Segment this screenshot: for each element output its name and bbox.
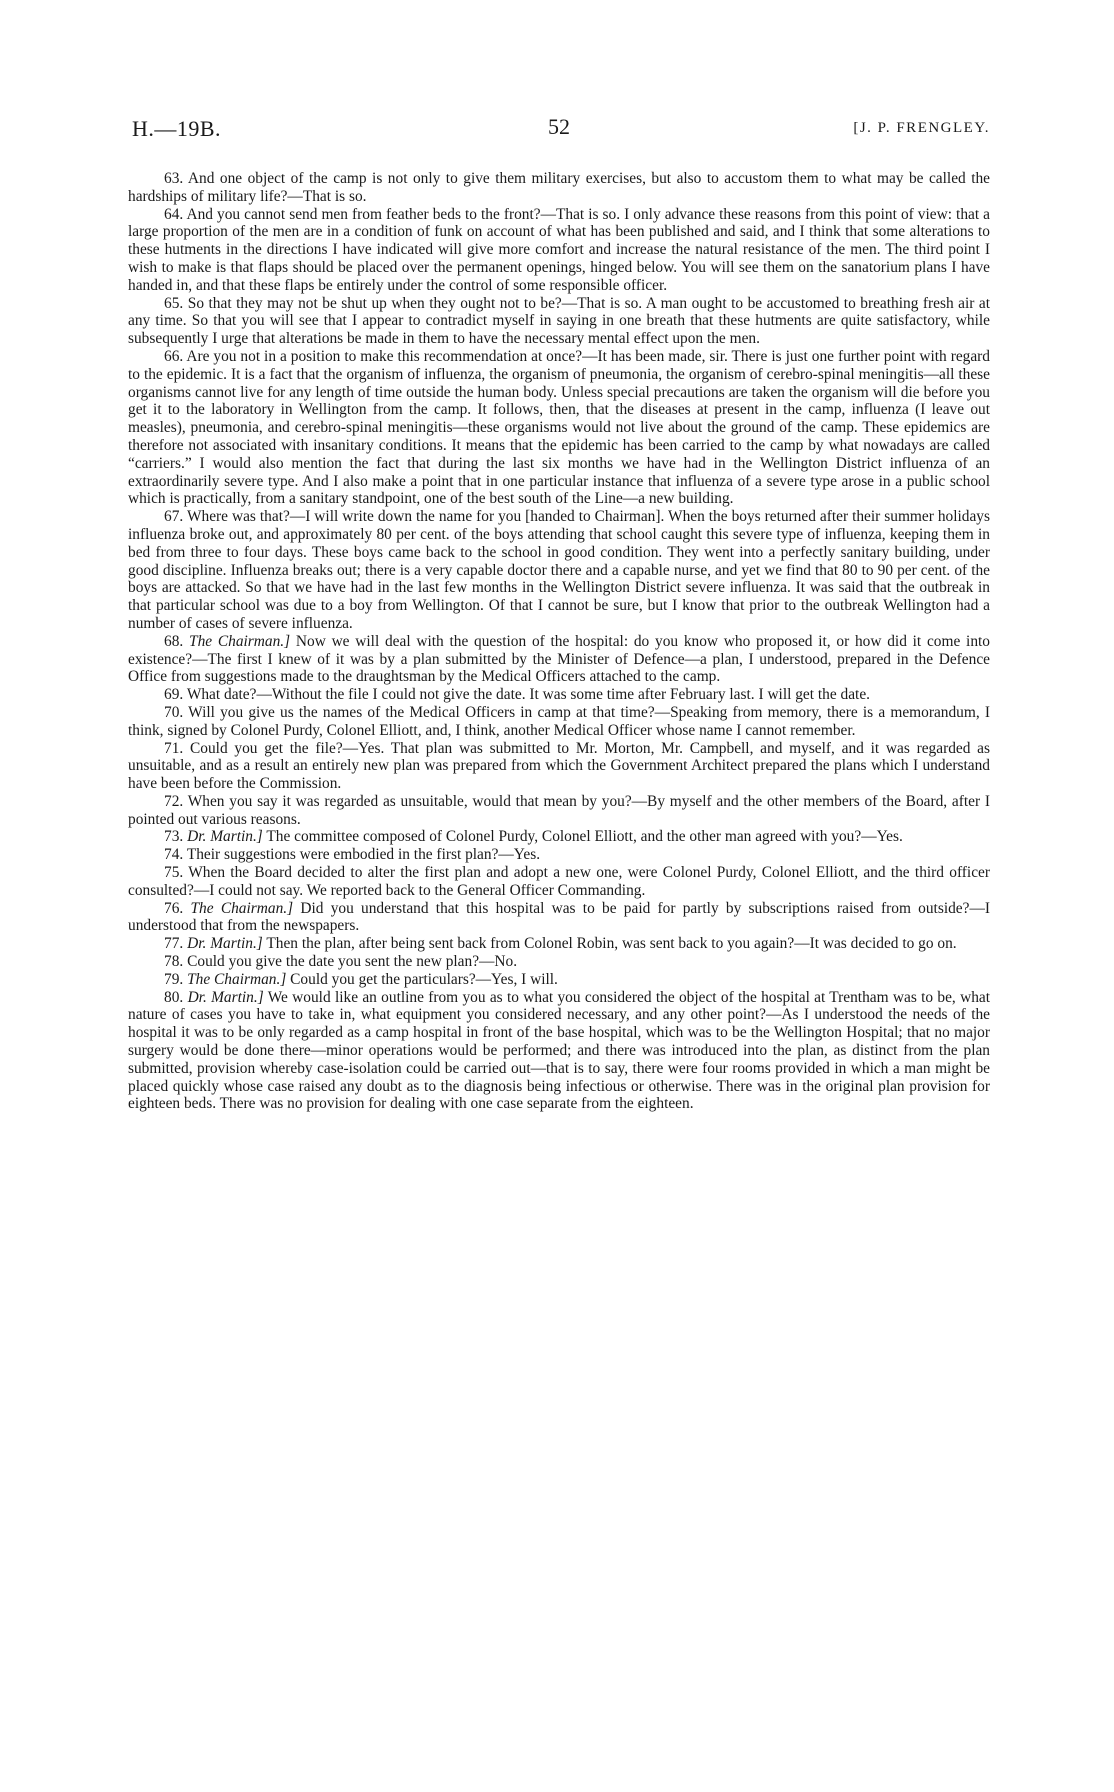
question-number: 78. [164,953,184,971]
paragraph-text: Could you get the file?—Yes. That plan was submitted to Mr. Morton, Mr. Campbell, and myself, and it was regarded as unsuitable, and as a result an entirely new plan was prepared from which the Government Architect prepared the plans which I understand have been before the Commission. [128,739,991,793]
testimony-paragraph [128,508,990,633]
testimony-paragraph [128,989,990,1114]
question-number: 76. [164,899,184,917]
paragraph-text: Where was that?—I will write down the name for you [handed to Chairman]. When the boys returned after their summer holidays influenza broke out, and approximately 80 per cent. of the boys attending that school caught this severe type of influenza, keeping them in bed from three to four days. These boys came back to the school in good condition. They went into a perfectly sanitary building, under good discipline. Influenza breaks out; there is a very capable doctor there and a capable nurse, and yet we find that 80 to 90 per cent. of the boys are attacked. So that we have had in the last few months in the Wellington District severe influenza. It was said that the outbreak in that particular school was due to a boy from Wellington. Of that I cannot be sure, but I know that prior to the outbreak Wellington had a number of cases of severe influenza. [128,508,990,632]
speaker-name: The Chairman.] [189,632,291,650]
testimony-paragraph [128,793,990,829]
testimony-paragraph [128,704,990,740]
paragraph-text: Did you understand that this hospital was to be paid for partly by subscriptions raised from outside?—I understood that from the newspapers. [128,899,990,935]
paragraph-text: Could you give the date you sent the new plan?—No. [187,953,518,971]
page-number: 52 [548,114,570,139]
paragraph-text: Could you get the particulars?—Yes, I will. [290,970,558,988]
question-number: 75. [164,864,184,882]
question-number: 70. [164,703,184,721]
question-number: 63. [164,170,184,187]
question-number: 79. [164,970,184,988]
question-number: 69. [164,686,184,704]
question-number: 74. [164,846,184,864]
paragraph-text: The committee composed of Colonel Purdy, Colonel Elliott, and the other man agreed with you?—Yes. [266,828,903,846]
paragraph-text: Now we will deal with the question of the hospital: do you know who proposed it, or how did it come into existence?—The first I knew of it was by a plan submitted by the Minister of Defence—a plan, I understood, prepared in the Defence Office from suggestions made to the draughtsman by the Medical Officers attached to the camp. [128,632,990,686]
page-header [128,112,990,152]
paragraph-text: When you say it was regarded as unsuitable, would that mean by you?—By myself and the other members of the Board, after I pointed out various reasons. [128,792,990,828]
paragraph-text: What date?—Without the file I could not give the date. It was some time after February last. I will get the date. [186,686,871,704]
speaker-name: Dr. Martin.] [187,988,264,1006]
testimony-paragraph [128,900,990,936]
speaker-name: Dr. Martin.] [187,828,263,846]
paragraph-text: Their suggestions were embodied in the first plan?—Yes. [186,846,541,864]
testimony-paragraph [128,953,990,971]
question-number: 65. [164,294,184,312]
paragraph-text: Will you give us the names of the Medical Officers in camp at that time?—Speaking from memory, there is a memorandum, I think, signed by Colonel Purdy, Colonel Elliott, and, I think, another Medical Officer whose name I cannot remember. [128,703,990,739]
question-number: 67. [164,508,184,526]
testimony-paragraph [128,206,990,295]
paragraph-text: We would like an outline from you as to what you considered the object of the hospital at Trentham was to be, what nature of cases you have to take in, what equipment you considered necessary, and any other point?—As I understood the needs of the hospital it was to be only regarded as a camp hospital in front of the base hospital, which was to be the Wellington Hospital; that no major surgery would be done there—minor operations would be performed; and there was introduced into the plan, as distinct from the plan submitted, provision whereby case-isolation could be carried out—that is to say, there were four rooms provided in which a man might be placed quickly whose case raised any doubt as to the diagnosis being infectious or otherwise. There was in the original plan provision for eighteen beds. There was no provision for dealing with one case separate from the eighteen. [128,988,990,1113]
speaker-name: Dr. Martin.] [187,935,263,953]
question-number: 64. [164,205,184,223]
paragraph-text: So that they may not be shut up when they ought not to be?—That is so. A man ought to be accustomed to breathing fresh air at any time. So that you will see that I appear to contradict myself in saying in one breath that these hutments are quite satisfactory, while subsequently I urge that alterations be made in them to have the necessary mental effect upon the men. [128,294,990,348]
testimony-paragraph [128,170,990,206]
question-number: 77. [164,935,184,953]
question-number: 71. [164,739,184,757]
testimony-paragraph [128,686,990,704]
document-reference: H.—19B. [132,116,222,141]
testimony-paragraph [128,828,990,846]
paragraph-text: And one object of the camp is not only to give them military exercises, but also to accustom them to what may be called the hardships of military life?—That is so. [128,170,991,205]
witness-name: [J. P. FRENGLEY. [853,120,990,136]
testimony-paragraph [128,740,990,793]
speaker-name: The Chairman.] [190,899,294,917]
question-number: 66. [164,347,184,365]
question-number: 80. [164,988,184,1006]
question-number: 73. [164,828,184,846]
testimony-paragraph [128,348,990,508]
testimony-paragraph [128,846,990,864]
question-number: 72. [164,792,184,810]
speaker-name: The Chairman.] [187,970,287,988]
testimony-paragraph [128,971,990,989]
paragraph-text: When the Board decided to alter the first plan and adopt a new one, were Colonel Purdy, Colonel Elliott, and the third officer consulted?—I could not say. We reported back to the General Officer Commanding. [128,864,990,899]
testimony-paragraph [128,864,990,900]
testimony-paragraph [128,935,990,953]
paragraph-text: And you cannot send men from feather beds to the front?—That is so. I only advance these reasons from this point of view: that a large proportion of the men are in a condition of funk on account of what has been published and said, and I think that some alterations to these hutments in the directions I have indicated will give more comfort and increase the natural resistance of the men. The third point I wish to make is that flaps should be placed over the permanent openings, hinged below. You will see them on the sanatorium plans I have handed in, and that these flaps be entirely under the control of some responsible officer. [128,205,990,294]
question-number: 68. [164,632,184,650]
paragraph-text: Are you not in a position to make this recommendation at once?—It has been made, sir. There is just one further point with regard to the epidemic. It is a fact that the organism of influenza, the organism of pneumonia, the organism of cerebro-spinal meningitis—all these organisms cannot live for any length of time outside the human body. Unless special precautions are taken the organism will die before you get it to the laboratory in Wellington from the camp. It follows, then, that the diseases at present in the camp, influenza (I leave out measles), pneumonia, and cerebro-spinal meningitis—these organisms would not live about the ground of the camp. These epidemics are therefore not associated with insanitary conditions. It means that the epidemic has been carried to the camp by what nowadays are called “carriers.” I would also mention the fact that during the last six months we have had in the Wellington District influenza of an extraordinarily severe type. And I also make a point that in one particular instance that influenza of a severe type arose in a public school which is practically, from a sanitary standpoint, one of the best south of the Line—a new building. [128,347,990,508]
testimony-paragraph [128,633,990,686]
testimony-text [128,170,990,1113]
document-page [128,112,990,1113]
testimony-paragraph [128,295,990,348]
paragraph-text: Then the plan, after being sent back from Colonel Robin, was sent back to you again?—It was decided to go on. [266,935,957,953]
